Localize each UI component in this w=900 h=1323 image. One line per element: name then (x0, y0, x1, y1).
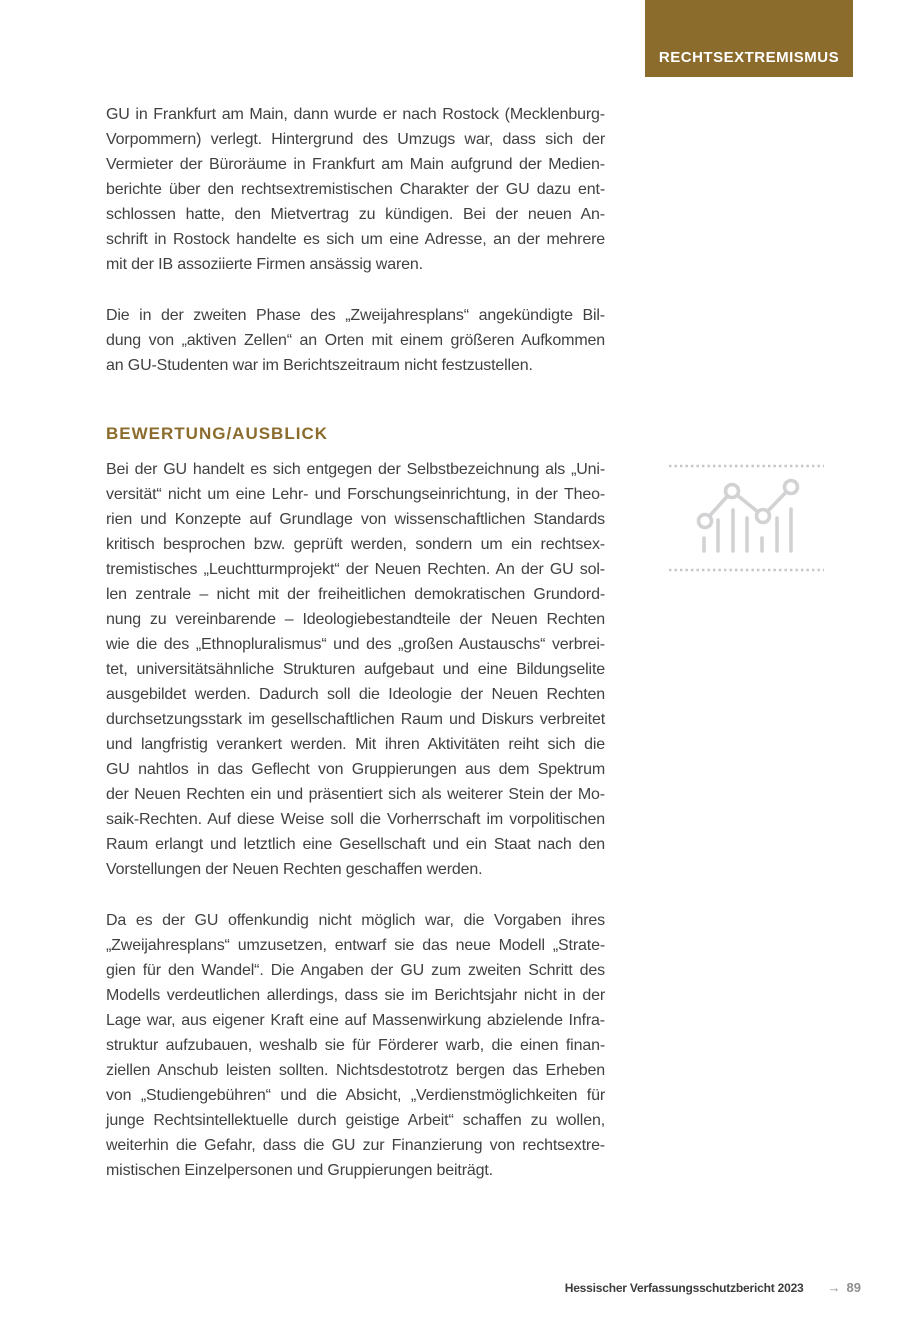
paragraph-line: GU in Frankfurt am Main, dann wurde er nach Rostock (Mecklenburg- (106, 106, 605, 123)
paragraph-line: gien für den Wandel“. Die Angaben der GU zum zweiten Schritt des (106, 962, 605, 979)
paragraph-line: Vorpommern) verlegt. Hintergrund des Umzugs war, dass sich der (106, 131, 605, 148)
paragraph (106, 303, 605, 378)
paragraph-line: mistischen Einzelpersonen und Gruppierungen beiträgt. (106, 1162, 493, 1179)
footer-source-label: Hessischer Verfassungsschutzbericht 2023 (564, 1281, 804, 1295)
chapter-tab-label: RECHTSEXTREMISMUS (658, 49, 840, 66)
paragraph-line: GU nahtlos in das Geflecht von Gruppierungen aus dem Spektrum (106, 761, 605, 778)
paragraph-line: an GU-Studenten war im Berichtszeitraum nicht festzustellen. (106, 357, 533, 374)
body-text-column (106, 102, 605, 1183)
paragraph-line: von „Studiengebühren“ und die Absicht, „Verdienstmöglichkeiten für (106, 1087, 605, 1104)
paragraph (106, 908, 605, 1183)
paragraph-line: nung zu vereinbarende – Ideologiebestandteile der Neuen Rechten (106, 611, 605, 628)
page-footer (565, 1280, 861, 1295)
paragraph-line: und langfristig verankert werden. Mit ihren Aktivitäten reiht sich die (106, 736, 605, 753)
paragraph (106, 102, 605, 277)
paragraph-line: Lage war, aus eigener Kraft eine auf Massenwirkung abzielende Infra- (106, 1012, 605, 1029)
section-heading: BEWERTUNG/AUSBLICK (106, 424, 328, 443)
paragraph-line: ausgebildet werden. Dadurch soll die Ideologie der Neuen Rechten (106, 686, 605, 703)
paragraph-line: tet, universitätsähnliche Strukturen aufgebaut und eine Bildungselite (106, 661, 605, 678)
paragraph-line: junge Rechtsintellektuelle durch geistige Arbeit“ schaffen zu wollen, (106, 1112, 605, 1129)
paragraph-line: Modells verdeutlichen allerdings, dass sie im Berichtsjahr nicht in der (106, 987, 605, 1004)
paragraph-line: ziellen Anschub leisten sollten. Nichtsdestotrotz bergen das Erheben (106, 1062, 605, 1079)
paragraph-line: schlossen hatte, den Mietvertrag zu kündigen. Bei der neuen An- (106, 206, 605, 223)
chart-trend-line (705, 487, 791, 521)
paragraph-line: der Neuen Rechten ein und präsentiert sich als weiterer Stein der Mo- (106, 786, 605, 803)
paragraph-line: Da es der GU offenkundig nicht möglich war, die Vorgaben ihres (106, 912, 605, 929)
paragraph-line: versität“ nicht um eine Lehr- und Forschungseinrichtung, in der Theo- (106, 486, 605, 503)
paragraph-line: weiterhin die Gefahr, dass die GU zur Finanzierung von rechtsextre- (106, 1137, 605, 1154)
paragraph-line: Vorstellungen der Neuen Rechten geschaffen werden. (106, 861, 483, 878)
paragraph-line: schrift in Rostock handelte es sich um eine Adresse, an der mehrere (106, 231, 605, 248)
paragraph-line: Bei der GU handelt es sich entgegen der Selbstbezeichnung als „Uni- (106, 461, 605, 478)
paragraph-line: len zentrale – nicht mit der freiheitlichen demokratischen Grundord- (106, 586, 605, 603)
chart-bars (704, 509, 791, 551)
chapter-tab (645, 0, 853, 77)
paragraph-line: „Zweijahresplans“ umzusetzen, entwarf sie das neue Modell „Strate- (106, 937, 605, 954)
paragraph-line: durchsetzungsstark im gesellschaftlichen Raum und Diskurs verbreitet (106, 711, 605, 728)
paragraph-line: kritisch besprochen bzw. geprüft werden, sondern um ein rechtsex- (106, 536, 605, 553)
page-number: 89 (846, 1280, 861, 1295)
paragraph-line: Die in der zweiten Phase des „Zweijahresplans“ angekündigte Bil- (106, 307, 605, 324)
paragraph-line: Raum erlangt und letztlich eine Gesellschaft und ein Staat nach den (106, 836, 605, 853)
paragraph-line: struktur aufzubauen, weshalb sie für Förderer warb, die einen finan- (106, 1037, 605, 1054)
paragraph (106, 457, 605, 882)
paragraph-line: Vermieter der Büroräume in Frankfurt am Main aufgrund der Medien- (106, 156, 605, 173)
paragraph-line: saik-Rechten. Auf diese Weise soll die Vorherrschaft im vorpolitischen (106, 811, 605, 828)
paragraph-line: tremistisches „Leuchtturmprojekt“ der Neuen Rechten. An der GU sol- (106, 561, 605, 578)
paragraph-line: mit der IB assoziierte Firmen ansässig waren. (106, 256, 423, 273)
paragraph-line: rien und Konzepte auf Grundlage von wissenschaftlichen Standards (106, 511, 605, 528)
decorative-chart-illustration (668, 459, 825, 575)
chart-icon (668, 459, 825, 575)
paragraph-line: berichte über den rechtsextremistischen Charakter der GU dazu ent- (106, 181, 605, 198)
paragraph-line: dung von „aktiven Zellen“ an Orten mit einem größeren Aufkommen (106, 332, 605, 349)
paragraph-line: wie die des „Ethnopluralismus“ und des „großen Austauschs“ verbrei- (106, 636, 605, 653)
arrow-right-icon: → (827, 1280, 841, 1295)
